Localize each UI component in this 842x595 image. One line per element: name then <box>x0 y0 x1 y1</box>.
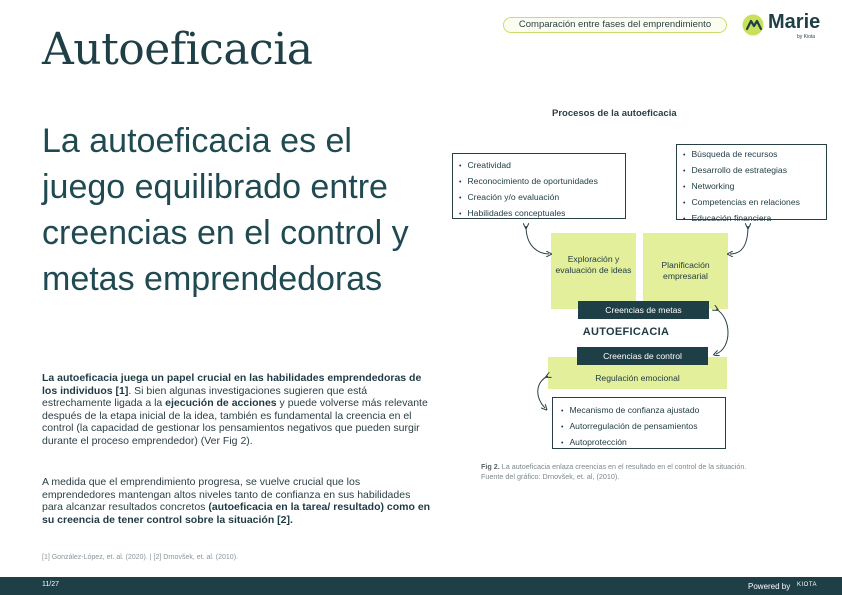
list-item: • Autoprotección <box>561 435 725 451</box>
body-text-1: . Si bien algunas investigaciones sugieren que está estrechamente ligada a la <box>42 384 368 410</box>
list-item: • Autorregulación de pensamientos <box>561 419 725 435</box>
body-bold-2: ejecución de acciones <box>165 397 277 410</box>
figure-caption <box>481 462 821 482</box>
list-item: • Educación financiera <box>683 211 826 227</box>
references: [1] González-López, et. al. (2020). | [2] Drnovšek, et. al. (2010). <box>42 554 238 561</box>
brand-name: Marie <box>768 11 821 33</box>
list-item: • Desarrollo de estrategias <box>683 163 826 179</box>
body-bold-1: La autoeficacia juega un papel crucial en las habilidades emprendedoras de los individuos [1] <box>42 372 422 397</box>
list-item: • Mecanismo de confianza ajustado <box>561 403 725 419</box>
list-item: • Competencias en relaciones <box>683 195 826 211</box>
arrow-emotional-bottom <box>538 376 548 408</box>
footer-bar <box>0 577 842 595</box>
list-item: • Creación y/o evaluación <box>459 190 625 206</box>
kiota-logo: KIOTA <box>797 582 818 588</box>
list-item: • Reconocimiento de oportunidades <box>459 174 625 190</box>
list-item: • Networking <box>683 179 826 195</box>
diagram-title: Procesos de la autoeficacia <box>552 108 677 119</box>
center-label: AUTOEFICACIA <box>582 326 670 338</box>
emotional-label: Regulación emocional <box>595 373 680 383</box>
arrow-right-top <box>730 226 748 254</box>
caption-text: La autoeficacia enlaza creencias en el resultado en el control de la situación. <box>499 462 747 471</box>
body-text-3: A medida que el emprendimiento progresa, se vuelve crucial que los emprendedores mantengan altos niveles tanto de confianza en sus habilidades para alcanzar resultados concretos <box>42 476 411 514</box>
page-title: Autoeficacia <box>42 24 313 75</box>
exploration-label: Exploración y evaluación de ideas <box>555 254 632 275</box>
caption-source: Fuente del gráfico: Drnovšek, et. al, (2010). <box>481 472 620 481</box>
caption-label: Fig 2. <box>481 462 500 471</box>
headline: La autoeficacia es el juego equilibrado entre creencias en el control y metas emprendedoras <box>42 122 409 298</box>
section-tag: Comparación entre fases del emprendimiento <box>503 17 727 33</box>
brand-sub: by Kiota <box>797 34 816 40</box>
planning-label: Planificación empresarial <box>661 260 710 281</box>
body-text-2: y puede volverse más relevante después de la etapa inicial de la idea, también es fundamental la creencia en el control (la capacidad de gestionar los pensamientos negativos que pueden surgir durante el proceso emprendedor) (Ver Fig 2). <box>42 397 428 447</box>
arrow-goal-control <box>716 309 728 354</box>
control-beliefs-bar: Creencias de control <box>577 347 708 365</box>
list-item: • Búsqueda de recursos <box>683 147 826 163</box>
powered-by: Powered by <box>748 582 791 591</box>
list-item: • Habilidades conceptuales <box>459 206 625 222</box>
body-bold-3: (autoeficacia en la tarea/ resultado) como en su creencia de tener control sobre la situación [2]. <box>42 501 431 526</box>
goal-beliefs-bar: Creencias de metas <box>578 301 709 319</box>
arrow-left-top <box>526 226 549 254</box>
list-item: • Creatividad <box>459 158 625 174</box>
page-number: 11/27 <box>42 581 59 588</box>
